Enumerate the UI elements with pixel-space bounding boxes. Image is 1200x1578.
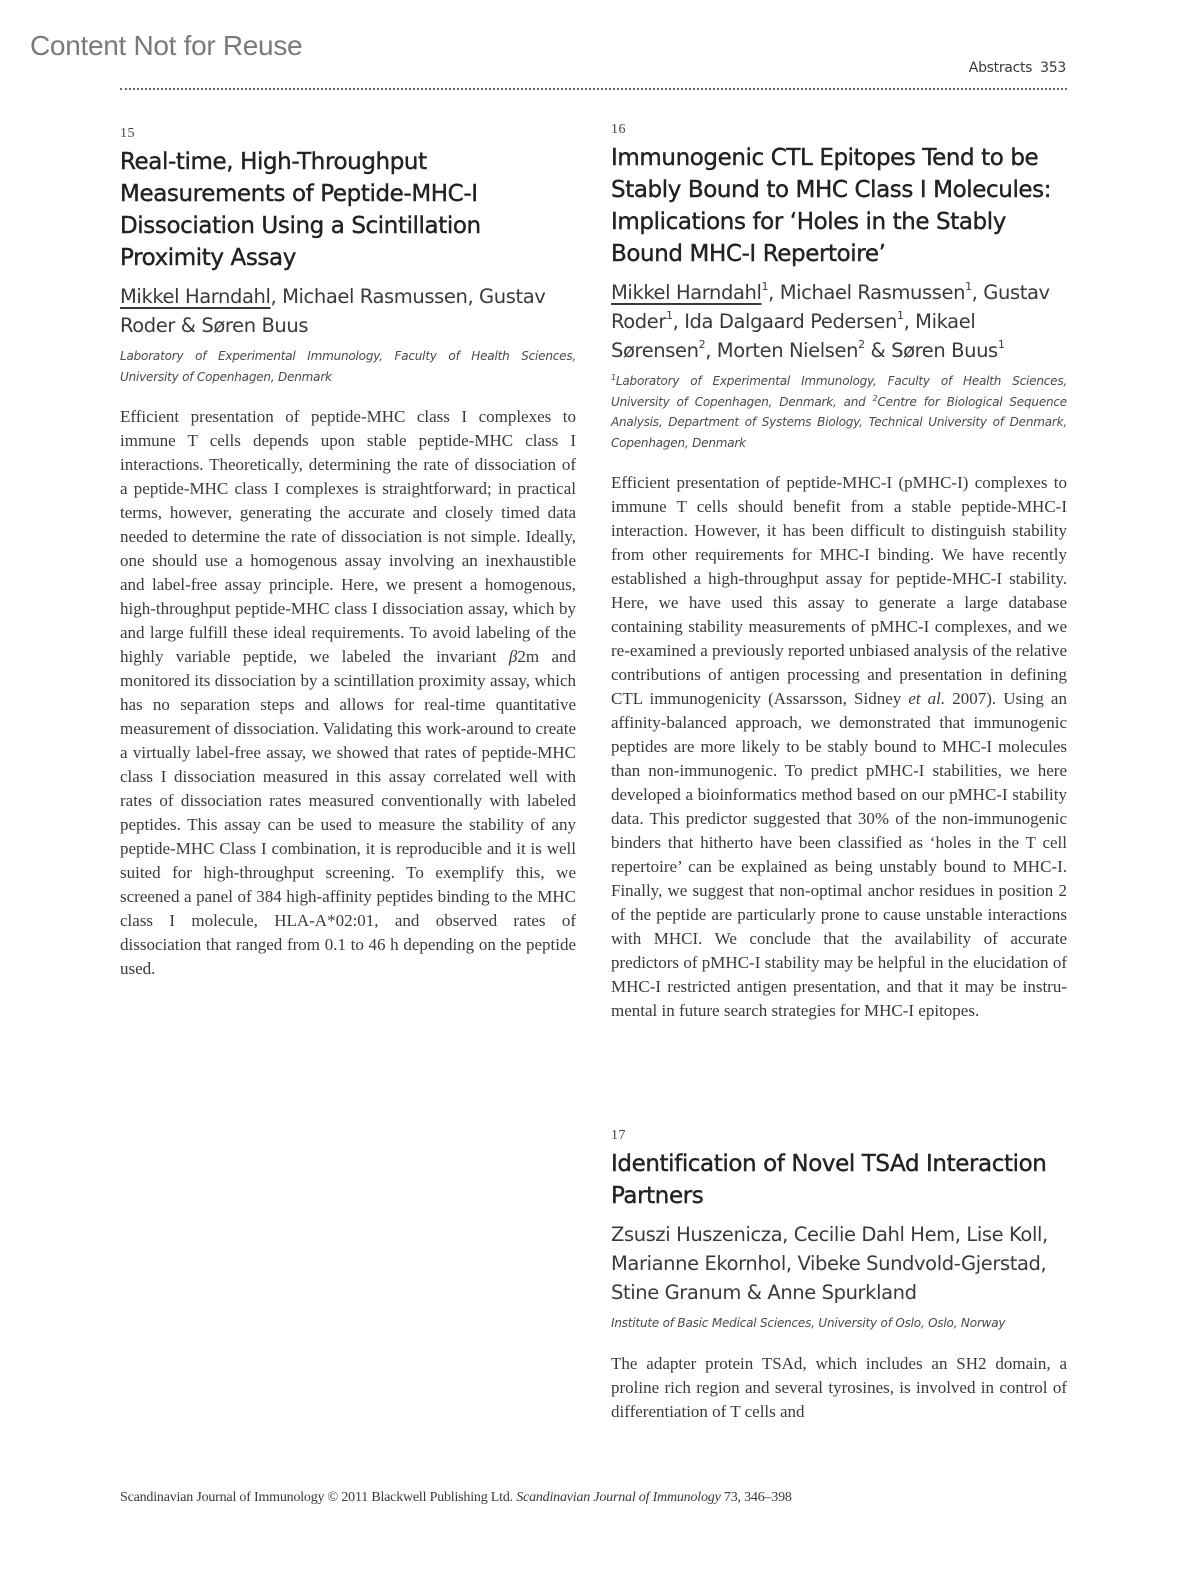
abstract-number: 16 (611, 122, 626, 137)
body-text: 2007). Using an affinity-balanced approach, we demonstrated that immunogenic peptides are more likely to be stably bound to MHC-I molecules than non-immunogenic. To predict pMHC-I stabilities, we here developed a bioinformatics method based on our pMHC-I stability data. This predictor suggested that 30% of the non-immunogenic binders that hitherto have been classified as ‘holes in the T cell repertoire’ can be explained as being unstably bound to MHC-I. Finally, we suggest that non-optimal anchor residues in position 2 of the peptide are particularly prone to cause unstable interactions with MHCI. We conclude that the availability of accurate predictors of pMHC-I stability may be helpful in the elucidation of MHC-I restricted antigen presentation, and that it may be instrumental in future search strategies for MHC-I epitopes. (611, 689, 1067, 1020)
et-al: et al. (908, 689, 946, 708)
presenting-author: Mikkel Harndahl (611, 281, 762, 304)
affiliation-text: Centre for Biological Sequence Analysis, Department of Systems Biology, Technical University of Denmark, Copenhagen, Denmark (611, 394, 1067, 450)
header-dotted-rule (120, 88, 1067, 90)
beta-symbol: β (508, 647, 518, 666)
author: , Ida Dalgaard Pedersen (672, 310, 897, 333)
author: , Morten Nielsen (705, 339, 859, 362)
abstract-17 (611, 1128, 1067, 1424)
footer-copyright: Scandinavian Journal of Immunology © 2011 Blackwell Publishing Ltd. (120, 1490, 517, 1505)
author: , Mikael Sørensen (611, 310, 976, 362)
abstract-affiliation (611, 371, 1067, 453)
abstract-authors: Zsuszi Huszenicza, Cecilie Dahl Hem, Lise Koll, Marianne Ekornhol, Vibeke Sundvold-Gjerstad, Stine Granum & Anne Spurkland (611, 1223, 1048, 1304)
abstract-title: Real-time, High-Throughput Measurements of Peptide-MHC-I Dissociation Using a Scintillation Proximity Assay (120, 149, 481, 271)
affiliation-marker: 1 (666, 309, 673, 322)
author: , Michael Rasmussen (768, 281, 966, 304)
page-footer (120, 1490, 792, 1506)
abstract-title: Immunogenic CTL Epitopes Tend to be Stably Bound to MHC Class I Molecules: Implications for ‘Holes in the Stably Bound MHC-I Repertoire’ (611, 145, 1052, 267)
abstract-number: 15 (120, 126, 135, 141)
affiliation-marker: 1 (965, 280, 972, 293)
body-text: 2m and monitored its dissociation by a scintillation proximity assay, which has no separation steps and allows for real-time quantitative measurement of dissociation. Validating this work-around to create a virtually label-free assay, we showed that rates of peptide-MHC class I dissociation measured in this assay correlated well with rates of dissociation rates measured conventionally with labeled peptides. This assay can be used to measure the stability of any peptide-MHC Class I combination, it is reproducible and it is well suited for high-throughput screening. To exemplify this, we screened a panel of 384 high-affinity peptides binding to the MHC class I molecule, HLA-A*02:01, and observed rates of dissociation that ranged from 0.1 to 46 h depending on the peptide used. (120, 647, 576, 978)
author: & Søren Buus (864, 339, 998, 362)
abstract-affiliation: Laboratory of Experimental Immunology, Faculty of Health Sciences, University of Copenhagen, Denmark (120, 349, 576, 384)
affiliation-marker: 1 (896, 309, 904, 322)
body-text: Efficient presentation of peptide-MHC class I complexes to immune T cells depends upon stable peptide-MHC class I interactions. Theoretically, determining the rate of dissociation of a peptide-MHC class I complexes is straightforward; in practical terms, however, generating the accurate and closely timed data needed to determine the rate of dissociation is not simple. Ideally, one should use a homogenous assay involving an inexhaustible and label-free assay principle. Here, we present a homogenous, high-throughput peptide-MHC class I dissociation assay, which by and large fulfill these ideal requirements. To avoid labeling of the highly variable peptide, we labeled the invariant (120, 407, 576, 666)
running-head-section: Abstracts (968, 60, 1033, 76)
abstract-15 (120, 126, 576, 981)
abstract-title: Identification of Novel TSAd Interaction Partners (611, 1151, 1047, 1209)
abstract-body (120, 405, 576, 981)
affiliation-text: Laboratory of Experimental Immunology, Faculty of Health Sciences, University of Copenhagen, Denmark, and (611, 374, 1067, 409)
body-text: Efficient presentation of peptide-MHC-I (pMHC-I) complexes to immune T cells should benefit from a stable peptide-MHC-I interaction. However, it has been difficult to distinguish stability from other requirements for MHC-I binding. We have recently established a high-throughput assay for peptide-MHC-I stability. Here, we have used this assay to generate a large database containing stability measurements of pMHC-I complexes, and we re-examined a previously reported unbiased analysis of the relative contributions of antigen processing and presentation in defining CTL immunogenicity (Assarsson, Sidney (611, 473, 1067, 708)
co-authors: , Michael Rasmussen, Gustav Roder & Søren Buus (120, 285, 546, 337)
page-number: 353 (1040, 60, 1066, 76)
abstract-affiliation: Institute of Basic Medical Sciences, University of Oslo, Oslo, Norway (611, 1316, 1006, 1330)
abstract-16 (611, 122, 1067, 1023)
footer-citation: 73, 346–398 (720, 1490, 792, 1505)
affiliation-marker: 1 (611, 373, 616, 382)
affiliation-marker: 2 (872, 393, 878, 403)
abstract-number: 17 (611, 1128, 626, 1143)
author: , Gustav Roder (611, 281, 1050, 333)
abstract-body (611, 471, 1067, 1023)
affiliation-marker: 1 (997, 338, 1005, 351)
watermark: Content Not for Reuse (30, 30, 303, 61)
abstract-body: The adapter protein TSAd, which includes an SH2 domain, a proline rich region and several tyrosines, is involved in control of differentiation of T cells and (611, 1353, 1067, 1421)
presenting-author: Mikkel Harndahl (120, 285, 271, 308)
abstract-authors (611, 278, 1067, 365)
abstract-authors (120, 282, 576, 340)
affiliation-marker: 2 (858, 338, 865, 351)
footer-journal: Scandinavian Journal of Immunology (516, 1490, 721, 1505)
affiliation-marker: 1 (761, 280, 769, 293)
affiliation-marker: 2 (698, 338, 706, 351)
running-head (969, 60, 1066, 76)
